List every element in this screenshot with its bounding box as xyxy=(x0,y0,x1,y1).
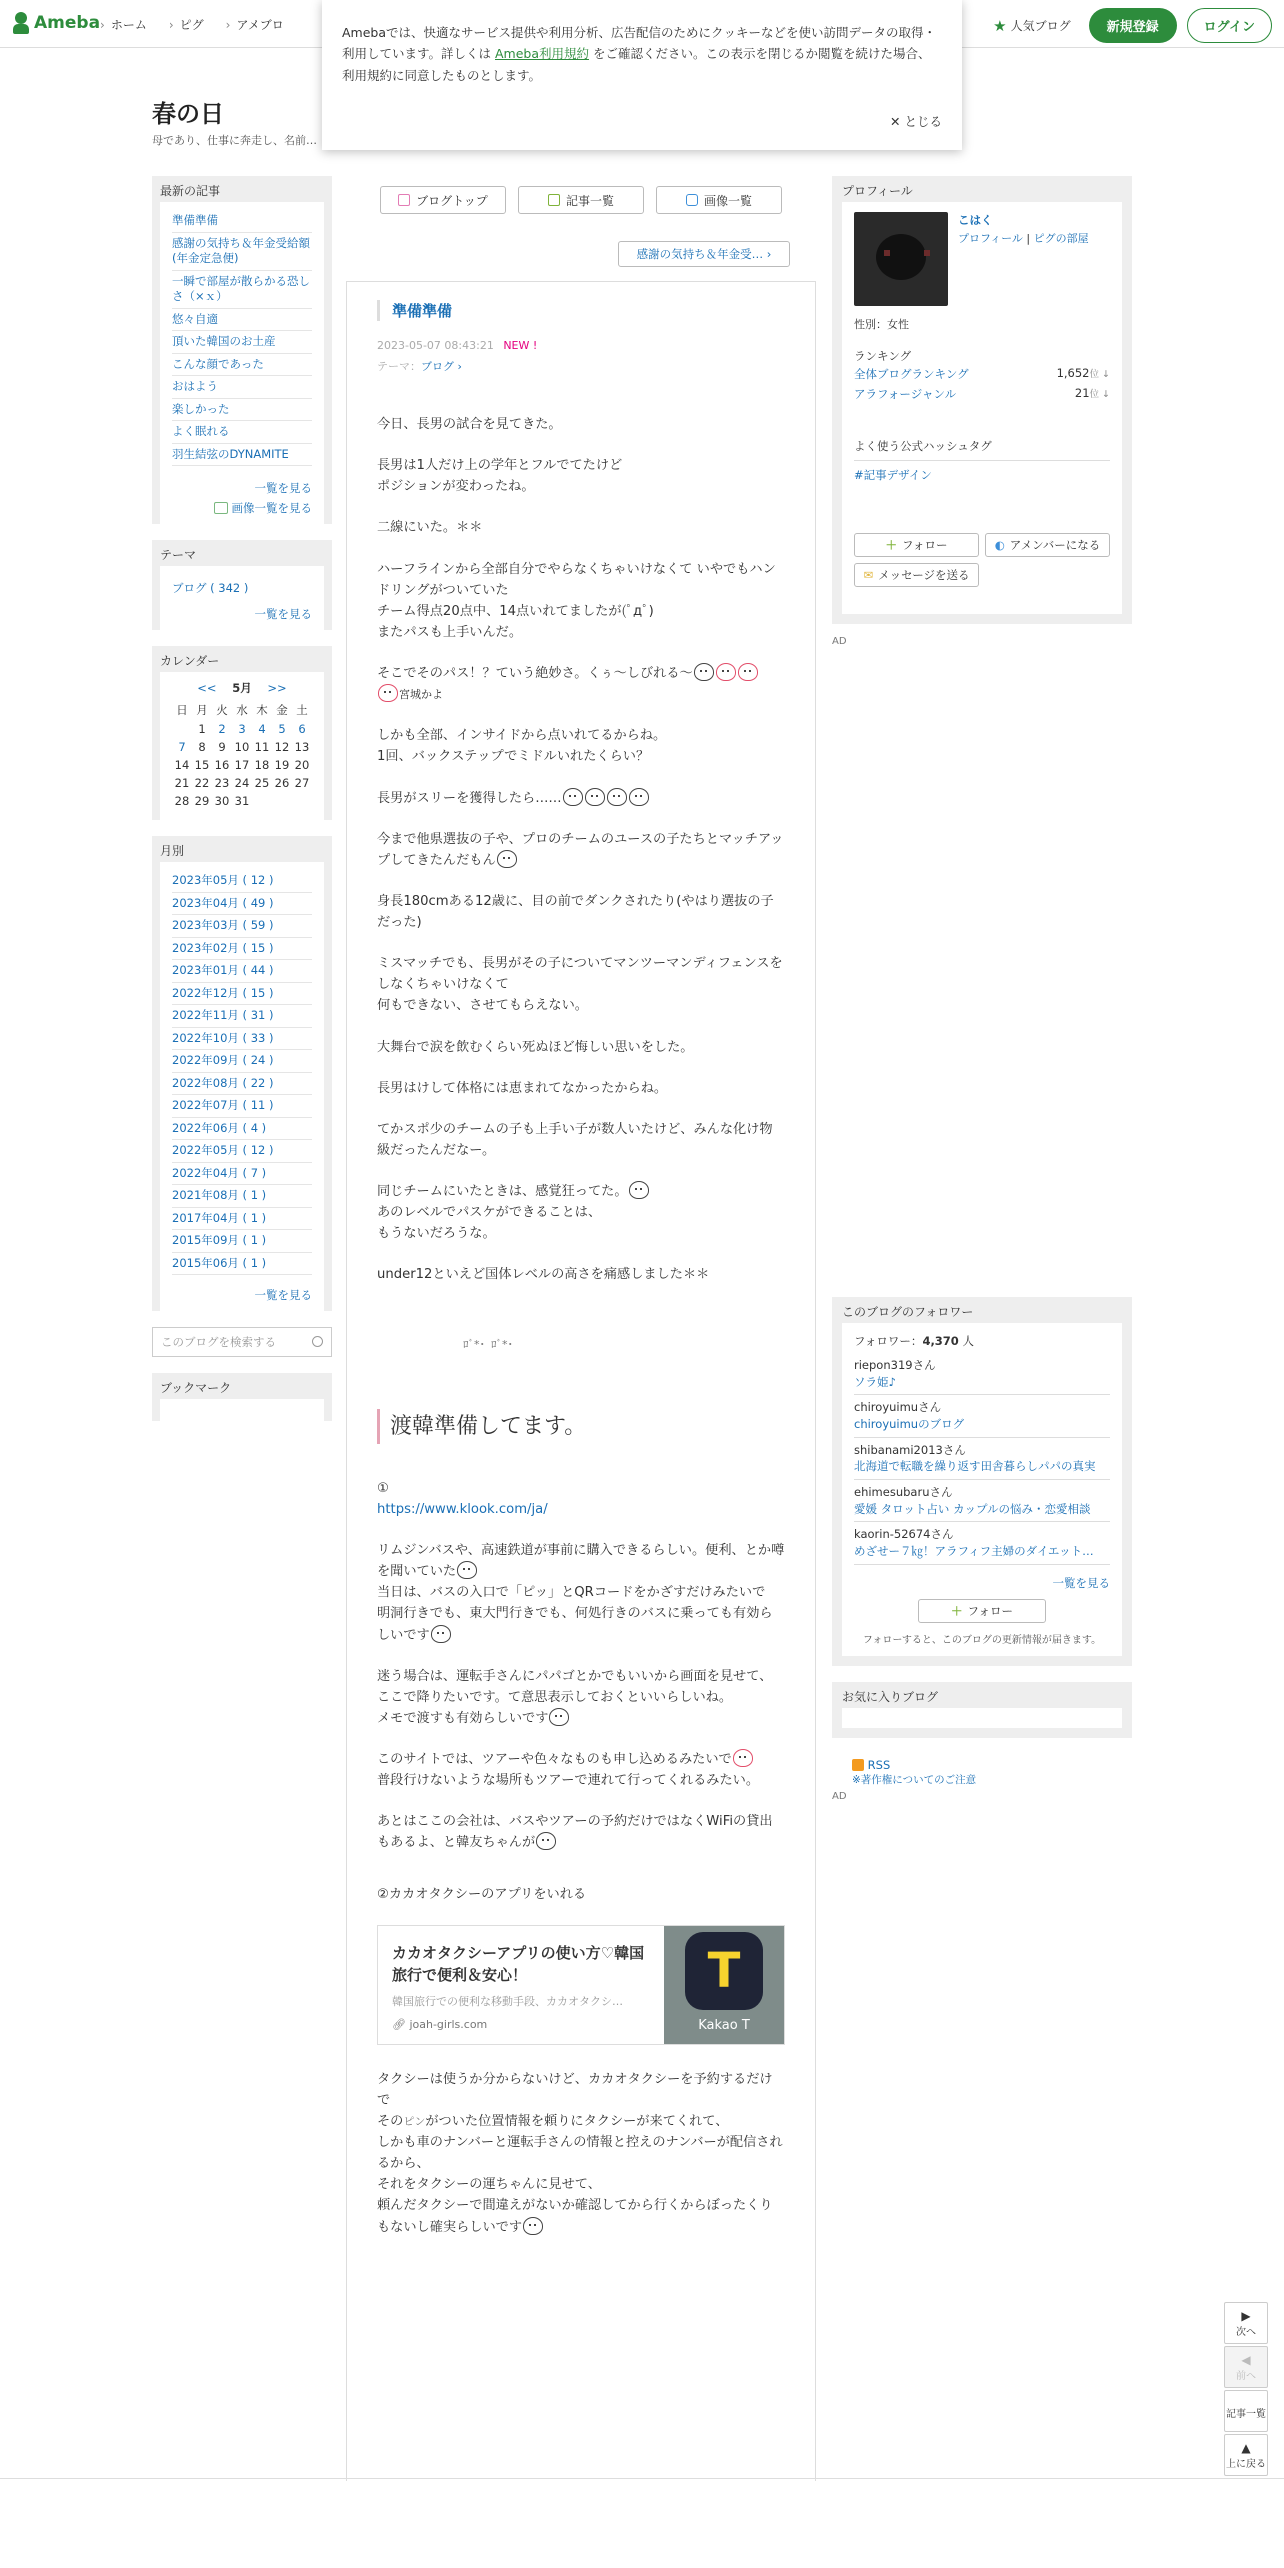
emoji-icon xyxy=(431,1625,451,1643)
rank-unit: 位 ↓ xyxy=(1089,389,1110,400)
follower-item xyxy=(854,1353,1110,1395)
calendar-day[interactable]: 3 xyxy=(238,722,246,737)
hashtag-link[interactable]: #記事デザイン xyxy=(854,468,932,482)
blog-title[interactable]: 春の日 xyxy=(152,99,224,128)
logo-text: Ameba xyxy=(34,13,101,33)
calendar-day[interactable]: 2 xyxy=(218,722,226,737)
camera-icon xyxy=(686,194,698,206)
image-list-label: 画像一覧を見る xyxy=(231,501,312,516)
section-heading: 渡韓準備してます。 xyxy=(377,1409,785,1444)
recent-post-link[interactable]: よく眠れる xyxy=(172,421,312,444)
search-icon[interactable] xyxy=(312,1336,323,1347)
favorites-heading: お気に入りブログ xyxy=(832,1682,1132,1708)
gender: 性別：女性 xyxy=(854,318,909,331)
calendar-prev[interactable]: << xyxy=(197,681,217,696)
link-icon: 🔗︎ xyxy=(392,2018,410,2032)
emoji-icon xyxy=(523,2217,543,2235)
left-sidebar xyxy=(152,176,332,1437)
emoji-icon xyxy=(497,850,517,868)
calendar-day: 22 xyxy=(194,776,210,791)
followers-count: 4,370 xyxy=(922,1334,959,1348)
broken-image: ピン xyxy=(403,2114,426,2128)
paragraph: しかも全部、インサイドから点いれてるからね。 1回、バックステップでミドルいれたくらい？ xyxy=(377,728,667,765)
calendar-grid xyxy=(172,702,312,808)
emoji-icon xyxy=(457,1561,477,1579)
calendar-month: 5月 xyxy=(232,681,252,696)
monthly-archive-link[interactable]: 2023年04月 ( 49 ) xyxy=(172,893,312,916)
emoji-icon xyxy=(536,1832,556,1850)
monthly-archive-link[interactable]: 2022年11月 ( 31 ) xyxy=(172,1005,312,1028)
calendar-day: 21 xyxy=(174,776,190,791)
prev-post-button[interactable]: 感謝の気持ち＆年金受… › xyxy=(618,241,790,267)
paragraph: タクシーは使うか分からないけど、カカオタクシーを予約するだけで そのピンがついた位置情報を頼りにタクシーが来てくれて、 しかも車のナンバーと運転手さんの情報と控えのナンバーが配信されるから、 それをタクシーの運ちゃんに見せて、 頼んだタクシーで間違えがないか確認してから行くからぼったくりもないし確実らしいです xyxy=(377,2071,783,2235)
profile-link[interactable]: プロフィール xyxy=(958,232,1023,245)
calendar-day: 9 xyxy=(218,740,226,755)
kakao-t-icon: T xyxy=(685,1932,763,2010)
calendar-day: 17 xyxy=(234,758,250,773)
calendar-day[interactable]: 7 xyxy=(178,740,186,755)
weekday-label: 金 xyxy=(276,703,288,718)
follower-blog-link[interactable]: めざせー７㎏！アラフィフ主婦のダイエット… xyxy=(854,1544,1094,1559)
calendar-day: 29 xyxy=(194,794,210,809)
calendar-day: 26 xyxy=(274,776,290,791)
calendar-day[interactable]: 6 xyxy=(298,722,306,737)
recent-post-link[interactable]: 一瞬で部屋が散らかる恐しさ（×ｘ） xyxy=(172,271,312,309)
rank-overall-value: 1,652 xyxy=(1056,366,1090,380)
star-icon: ★ xyxy=(993,16,1007,35)
calendar-day: 15 xyxy=(194,758,210,773)
monthly-archive-link[interactable]: 2021年08月 ( 1 ) xyxy=(172,1185,312,1208)
weekday-label: 木 xyxy=(256,703,268,718)
paragraph: 今まで他県選抜の子や、プロのチームのユースの子たちとマッチアップしてきたんだもん xyxy=(377,831,784,868)
theme-label: テーマ： xyxy=(377,360,421,373)
tab-image-list[interactable] xyxy=(656,186,782,214)
calendar-blank xyxy=(172,722,192,736)
tab-blog-top[interactable] xyxy=(380,186,506,214)
calendar-day: 28 xyxy=(174,794,190,809)
paragraph: てかスポ少のチームの子も上手い子が数人いたけど、みんな化け物級だったんだなー。 xyxy=(377,1121,773,1158)
monthly-archive-link[interactable]: 2022年05月 ( 12 ) xyxy=(172,1140,312,1163)
monthly-archive-link[interactable]: 2023年03月 ( 59 ) xyxy=(172,915,312,938)
follow-button[interactable]: ＋ フォロー xyxy=(854,533,979,557)
calendar-day: 19 xyxy=(274,758,290,773)
calendar-day: 31 xyxy=(234,794,250,809)
theme-link[interactable]: ブログ xyxy=(421,360,454,373)
next-button[interactable]: ▶ 次へ xyxy=(1224,2302,1268,2344)
chevron-right-icon: › xyxy=(454,360,462,373)
copyright-link[interactable]: ※著作権についてのご注意 xyxy=(852,1773,977,1786)
monthly-more-link[interactable]: 一覧を見る xyxy=(254,1288,312,1303)
paragraph: 同じチームにいたときは、感覚狂ってた。 あのレベルでパスケができることは、 もうないだろうな。 xyxy=(377,1181,785,1244)
paragraph: ① https://www.klook.com/ja/ xyxy=(377,1480,548,1517)
emoji-icon xyxy=(733,1749,753,1767)
image-list-link[interactable] xyxy=(172,496,312,516)
recent-posts-heading: 最新の記事 xyxy=(160,184,221,198)
article-date: 2023-05-07 08:43:21 xyxy=(377,339,494,352)
monthly-archive-link[interactable]: 2022年09月 ( 24 ) xyxy=(172,1050,312,1073)
calendar-day: 14 xyxy=(174,758,190,773)
follower-user[interactable]: riepon319さん xyxy=(854,1358,936,1372)
article xyxy=(346,281,816,2481)
broken-image: ﾛﾞ*･ xyxy=(491,1337,513,1351)
rss-row[interactable] xyxy=(832,1758,1132,1772)
paragraph: そこでそのパス！？ていう絶妙さ。くぅ〜しびれる〜 宮城かよ xyxy=(377,663,785,705)
popular-blog-link[interactable] xyxy=(993,17,1070,35)
follower-blog-link[interactable]: ソラ姫♪ xyxy=(854,1374,896,1389)
mail-icon: ✉ xyxy=(863,568,874,582)
monthly-archive-link[interactable]: 2023年05月 ( 12 ) xyxy=(172,870,312,893)
paragraph: 長男は1人だけ上の学年とフルでてたけど ポジションが変わったね。 xyxy=(377,458,623,495)
monthly-archive-link[interactable]: 2023年02月 ( 15 ) xyxy=(172,938,312,961)
play-left-icon: ◀ xyxy=(1241,2353,1251,2367)
arrow-up-icon: ▲ xyxy=(1241,2441,1251,2455)
weekday-label: 月 xyxy=(196,703,208,718)
message-button[interactable]: ✉ メッセージを送る xyxy=(854,563,979,587)
nav-home[interactable]: › ホーム xyxy=(100,16,147,33)
paragraph: 長男はけして体格には恵まれてなかったからね。 xyxy=(377,1080,668,1096)
paragraph: 長男がスリーを獲得したら…… xyxy=(377,788,785,809)
cookie-text-2: をご確認ください。この表示を閉じるか閲覧を続けた場合、利用規約に同意したものとします。 xyxy=(342,46,931,83)
broken-image: ﾛﾞ*･ xyxy=(463,1337,485,1351)
followers-list xyxy=(854,1353,1110,1565)
search-placeholder: このブログを検索する xyxy=(161,1335,276,1350)
monthly-archive-link[interactable]: 2015年06月 ( 1 ) xyxy=(172,1253,312,1276)
weekday-label: 日 xyxy=(176,703,188,718)
follower-user[interactable]: ehimesubaruさん xyxy=(854,1485,953,1500)
entry-list-icon xyxy=(548,194,560,206)
calendar-day: 20 xyxy=(294,758,310,773)
popular-label: 人気ブログ xyxy=(1010,19,1071,33)
blog-tabs xyxy=(380,186,782,214)
rank-overall-link[interactable]: 全体ブログランキング xyxy=(854,367,969,381)
calendar-day: 24 xyxy=(234,776,250,791)
followers-more-link[interactable]: 一覧を見る xyxy=(1052,1575,1110,1590)
weekday-label: 火 xyxy=(216,703,228,718)
profile-box: プロフィール こはく プロフィール | ピグの部屋 性別：女性 ランキング 全体ブログランキング 1,652位 ↓ アラフォージャンル 21位 ↓ よく使う公式ハッシュタグ #記事デザイン ＋ フォロー ◐ アメンバーになる ✉ メッセージを送る xyxy=(832,176,1132,624)
recent-more-link[interactable]: 一覧を見る xyxy=(254,481,312,496)
plus-icon: ＋ xyxy=(885,538,898,552)
nav-ameblo[interactable]: › アメブロ xyxy=(226,16,284,33)
paragraph: 二線にいた。＊＊ xyxy=(377,520,483,536)
entry-list-button[interactable]: 記事一覧 xyxy=(1224,2390,1268,2432)
paragraph: 迷う場合は、運転手さんにパパゴとかでもいいから画面を見せて、ここで降りたいです。て意思表示しておくといいらしいね。 メモで渡すも有効らしいです xyxy=(377,1668,773,1726)
calendar-day[interactable]: 4 xyxy=(258,722,266,737)
follower-blog-link[interactable]: chiroyuimuのブログ xyxy=(854,1417,965,1432)
bookmark-heading: ブックマーク xyxy=(160,1381,232,1396)
calendar-day: 25 xyxy=(254,776,270,791)
monthly-heading: 月別 xyxy=(160,844,185,859)
cookie-text-1: Amebaでは、快適なサービス提供や利用分析、広告配信のためにクッキーなどを使い訪問データの取得・利用しています。詳しくは xyxy=(342,25,937,62)
paragraph: ハーフラインから全部自分でやらなくちゃいけなくて いやでもハンドリングがついていた チーム得点20点中、14点いれてましたが(ﾟдﾟ) またパスも上手いんだ。 xyxy=(377,561,776,640)
new-badge: NEW ! xyxy=(503,339,538,352)
follower-item xyxy=(854,1438,1110,1480)
emoji-icon xyxy=(694,663,714,681)
follower-item xyxy=(854,1395,1110,1437)
rss-link[interactable]: RSS xyxy=(867,1757,891,1772)
global-nav xyxy=(100,16,284,33)
calendar-day: 12 xyxy=(274,740,290,755)
calendar-day: 18 xyxy=(254,758,270,773)
recent-post-link[interactable]: 楽しかった xyxy=(172,399,312,422)
weekday-label: 土 xyxy=(296,703,308,718)
calendar-day: 10 xyxy=(234,740,250,755)
follower-blog-link[interactable]: 愛媛 タロット占い カップルの悩み・恋愛相談 xyxy=(854,1501,1091,1516)
signup-button[interactable]: 新規登録 xyxy=(1089,8,1177,43)
article-meta xyxy=(377,339,785,352)
play-right-icon: ▶ xyxy=(1241,2309,1251,2323)
tab-label: ブログトップ xyxy=(416,193,488,208)
cookie-banner xyxy=(322,0,962,150)
calendar-day: 13 xyxy=(294,740,310,755)
follower-item xyxy=(854,1480,1110,1522)
image-icon xyxy=(214,502,228,514)
emoji-icon xyxy=(549,1708,569,1726)
plus-icon: ＋ xyxy=(951,1603,963,1618)
rss-icon xyxy=(852,1759,864,1771)
klook-link[interactable]: https://www.klook.com/ja/ xyxy=(377,1501,548,1517)
followers-heading: このブログのフォロワー xyxy=(832,1297,1132,1323)
pig-room-link[interactable]: ピグの部屋 xyxy=(1033,232,1089,245)
ameba-logo-icon xyxy=(12,12,30,34)
card-app-name: Kakao T xyxy=(698,2018,750,2034)
monthly-archive-link[interactable]: 2022年07月 ( 11 ) xyxy=(172,1095,312,1118)
link-card[interactable] xyxy=(377,1925,785,2045)
emoji-icon xyxy=(585,788,605,806)
follow-note: フォローすると、このブログの更新情報が届きます。 xyxy=(862,1634,1102,1646)
hashtag-label: よく使う公式ハッシュタグ xyxy=(854,439,992,453)
tab-label: 画像一覧 xyxy=(703,193,752,208)
blog-top-icon xyxy=(398,194,410,206)
theme-item[interactable]: ブログ ( 342 ) xyxy=(172,581,249,596)
login-button[interactable]: ログイン xyxy=(1187,8,1272,43)
theme-box xyxy=(152,540,332,630)
recent-post-link[interactable]: 準備準備 xyxy=(172,210,312,233)
cookie-close-button[interactable]: ✕ とじる xyxy=(890,113,942,129)
floating-nav xyxy=(1224,2302,1268,2478)
monthly-archive-link[interactable]: 2022年12月 ( 15 ) xyxy=(172,983,312,1006)
emoji-icon xyxy=(629,788,649,806)
blog-description: 母であり、仕事に奔走し、名前… xyxy=(152,134,317,147)
monthly-archive-link[interactable]: 2022年08月 ( 22 ) xyxy=(172,1073,312,1096)
calendar-day: 23 xyxy=(214,776,230,791)
follower-item xyxy=(854,1522,1110,1564)
ameba-logo[interactable] xyxy=(12,12,100,34)
weekday-label: 水 xyxy=(236,703,248,718)
emoji-icon xyxy=(716,663,736,681)
amember-button[interactable]: ◐ アメンバーになる xyxy=(985,533,1110,557)
calendar-box xyxy=(152,646,332,820)
monthly-archive-link[interactable]: 2015年09月 ( 1 ) xyxy=(172,1230,312,1253)
theme-heading: テーマ xyxy=(160,548,197,563)
profile-name[interactable]: こはく xyxy=(958,213,993,227)
emoji-icon xyxy=(607,788,627,806)
prev-button[interactable]: ◀ 前へ xyxy=(1224,2346,1268,2388)
recent-post-link[interactable]: 羽生結弦のDYNAMITE xyxy=(172,444,312,467)
article-title[interactable]: 準備準備 xyxy=(377,300,815,321)
card-thumbnail xyxy=(664,1926,784,2044)
emoji-icon xyxy=(629,1181,649,1199)
rank-genre-value: 21 xyxy=(1074,386,1090,400)
nav-pigg[interactable]: › ピグ xyxy=(169,16,204,33)
blog-search-input[interactable] xyxy=(152,1327,332,1357)
calendar-day: 11 xyxy=(254,740,270,755)
paragraph: ②カカオタクシーのアプリをいれる xyxy=(377,1886,587,1902)
calendar-day: 30 xyxy=(214,794,230,809)
broken-images xyxy=(463,1336,513,1354)
follower-user[interactable]: chiroyuimuさん xyxy=(854,1400,942,1415)
paragraph: リムジンバスや、高速鉄道が事前に購入できるらしい。便利、とか噂を聞いていた 当日は、バスの入口で「ピッ」とQRコードをかざすだけみたいで 明洞行きでも、東大門行きでも、何処行きのバスに乗っても有効らしいです xyxy=(377,1543,785,1643)
monthly-box xyxy=(152,836,332,1311)
tab-label: 記事一覧 xyxy=(565,193,614,208)
paragraph: このサイトでは、ツアーや色々なものも申し込めるみたいで 普段行けないような場所もツアーで連れて行ってくれるみたい。 xyxy=(377,1749,785,1791)
calendar-day[interactable]: 5 xyxy=(278,722,286,737)
recent-posts-box xyxy=(152,176,332,524)
paragraph: 身長180cmある12歳に、目の前でダンクされたり(やはり選抜の子だった) xyxy=(377,893,774,930)
article-body xyxy=(377,414,785,2238)
follower-user[interactable]: shibanami2013さん xyxy=(854,1442,966,1457)
ranking-label: ランキング xyxy=(854,349,912,363)
paragraph: 今日、長男の試合を見てきた。 xyxy=(377,417,562,432)
ad-label: AD xyxy=(832,636,847,647)
theme-more-link[interactable]: 一覧を見る xyxy=(254,607,312,622)
followers-unit: 人 xyxy=(962,1334,974,1348)
right-sidebar xyxy=(832,176,1132,1802)
monthly-archive-link[interactable]: 2022年04月 ( 7 ) xyxy=(172,1163,312,1186)
follower-blog-link[interactable]: 北海道で転職を繰り返す田舎暮らしパパの真実 xyxy=(854,1459,1096,1474)
calendar-day: 27 xyxy=(294,776,310,791)
followers-label: フォロワー： xyxy=(854,1334,923,1348)
recent-post-link[interactable]: おはよう xyxy=(172,376,312,399)
calendar-day: 8 xyxy=(198,740,206,755)
emoji-icon xyxy=(378,684,398,702)
paragraph: ミスマッチでも、長男がその子についてマンツーマンディフェンスをしなくちゃいけなくて 何もできない、させてもらえない。 xyxy=(377,956,783,1014)
follower-user[interactable]: kaorin-52674さん xyxy=(854,1527,954,1542)
recent-post-link[interactable]: 感謝の気持ち＆年金受給額(年金定急便) xyxy=(172,233,312,271)
card-description: 韓国旅行での便利な移動手段、カカオタクシ… xyxy=(392,1994,623,2008)
footer-divider xyxy=(0,2478,1284,2479)
favorites-box xyxy=(832,1682,1132,1738)
ad-label-2: AD xyxy=(832,1790,847,1802)
followers-box xyxy=(832,1297,1132,1666)
recent-posts-list xyxy=(172,210,312,466)
back-to-top-button[interactable]: ▲ 上に戻る xyxy=(1224,2434,1268,2476)
card-title: カカオタクシーアプリの使い方♡韓国旅行で便利＆安心！ xyxy=(392,1943,645,1985)
monthly-list xyxy=(172,870,312,1275)
bookmark-box xyxy=(152,1373,332,1421)
calendar-day: 16 xyxy=(214,758,230,773)
calendar-heading: カレンダー xyxy=(160,654,220,669)
paragraph: あとはここの会社は、バスやツアーの予約だけではなくWiFiの貸出もあるよ、と韓友ちゃんが xyxy=(377,1814,773,1851)
calendar-day: 1 xyxy=(198,722,206,737)
card-site: 🔗︎ joah-girls.com xyxy=(392,2018,488,2032)
rank-genre-link[interactable]: アラフォージャンル xyxy=(854,387,957,401)
terms-link[interactable]: Ameba利用規約 xyxy=(494,46,589,62)
recent-post-link[interactable]: こんな顔であった xyxy=(172,354,312,377)
paragraph: under12といえど国体レベルの高さを痛感しました＊＊ xyxy=(377,1267,710,1283)
recent-post-link[interactable]: 頂いた韓国のお土産 xyxy=(172,331,312,354)
amember-icon: ◐ xyxy=(994,538,1005,552)
monthly-archive-link[interactable]: 2017年04月 ( 1 ) xyxy=(172,1208,312,1231)
article-theme xyxy=(377,358,785,374)
tab-entry-list[interactable] xyxy=(518,186,644,214)
calendar-next[interactable]: >> xyxy=(267,681,287,696)
monthly-archive-link[interactable]: 2023年01月 ( 44 ) xyxy=(172,960,312,983)
monthly-archive-link[interactable]: 2022年10月 ( 33 ) xyxy=(172,1028,312,1051)
emoji-icon xyxy=(738,663,758,681)
monthly-archive-link[interactable]: 2022年06月 ( 4 ) xyxy=(172,1118,312,1141)
recent-post-link[interactable]: 悠々自適 xyxy=(172,309,312,332)
paragraph: 大舞台で涙を飲むくらい死ぬほど悔しい思いをした。 xyxy=(377,1039,694,1055)
profile-heading: プロフィール xyxy=(832,176,1132,202)
profile-avatar[interactable] xyxy=(854,212,948,306)
emoji-icon xyxy=(563,788,583,806)
rank-unit: 位 ↓ xyxy=(1089,369,1110,380)
follow-button-2[interactable]: ＋ フォロー xyxy=(918,1599,1046,1623)
